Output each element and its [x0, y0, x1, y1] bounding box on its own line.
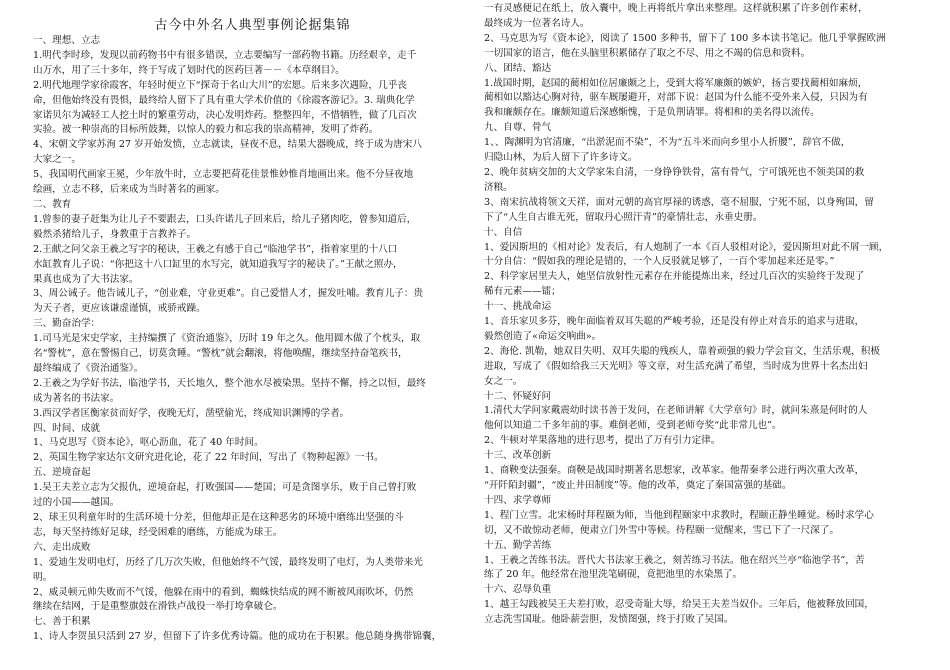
text-line: 2、球王贝利童年时的生活环境十分差，但他却正是在这种恶劣的环境中磨练出坚强的斗 — [33, 512, 404, 523]
text-line: 1.曾参的妻子赶集为让儿子不要跟去，口头许诺儿子回来后，给儿子猪肉吃，曾参知道后， — [33, 213, 417, 225]
text-line: 十三、改革创新 — [484, 450, 552, 462]
text-line: 水缸教育儿子说：“你把这十八口缸里的水写完，就知道我写字的秘诀了。”王献之照办， — [33, 258, 403, 270]
text-line: 实验。被一种崇高的目标所鼓舞，以惊人的毅力和忘我的崇高精神，发明了炸药。 — [33, 124, 379, 136]
text-line: 济粮。 — [484, 181, 513, 193]
text-line: 最终编成了《资治通鉴》。 — [33, 362, 144, 374]
text-line: 立志洗雪国耻。他卧薪尝胆，发愤图强，终于打败了吴国。 — [484, 614, 734, 626]
text-line: 家诺贝尔为减轻工人挖土时的繁重劳动，决心发明炸药。整整四年，不惜牺牲，做了几百次 — [33, 109, 417, 121]
text-line: 十六、忍辱负重 — [484, 584, 552, 596]
text-line: 2、科学家居里夫人，她坚信放射性元素存在并能提炼出来，经过几百次的实验终于发现了 — [484, 271, 865, 283]
text-line: 名“警枕”，意在警惕自己，切莫贪睡。“警枕”就会翻滚，将他唤醒，继续坚持奋笔疾书， — [33, 348, 408, 360]
text-line: 继续在结网，于是重整旗鼓在滑铁卢战役一举打垮拿破仑。 — [33, 601, 283, 613]
text-line: 成为著名的书法家。 — [33, 392, 120, 404]
text-line: 4、宋朝文学家苏洵 27 岁开始发愤，立志就读，昼夜不息，结果大器晚成，终于成为唐宋八 — [33, 139, 422, 151]
text-line: 为天子者，更应该谦虚谨慎，戒骄戒躁。 — [33, 303, 206, 315]
text-line: 进取，写成了《假如给我三天光明》等文章，对生活充满了希望，当时成为世界十名杰出妇 — [484, 360, 868, 372]
text-line: 2、牛顿对苹果落地的进行思考，提出了万有引力定律。 — [484, 435, 721, 447]
right-column — [484, 2, 924, 628]
text-line: 我和廉颇存在。廉颇知道后深感惭愧，于是负荆请罪。将相和的美名得以流传。 — [484, 107, 820, 119]
text-line: 十二、怀疑好问 — [484, 390, 552, 402]
left-column — [33, 34, 473, 645]
text-line: 五、逆境奋起 — [33, 467, 91, 479]
text-line: 1、马克思写《资本论》，呕心沥血，花了 40 年时间。 — [33, 437, 264, 449]
text-line: 3、周公诫子。他告诫儿子，“创业难，守业更难”。自己爱惜人才，握发吐哺。教育儿子：贵 — [33, 288, 424, 300]
text-line: 毅然创造了«命运交响曲»。 — [484, 330, 602, 342]
text-line: 1、程门立雪。北宋杨时拜程颐为师，当他到程颐家中求教时，程颐正静坐睡觉。杨时求学心 — [484, 509, 874, 521]
text-line: 2.王羲之为学好书法，临池学书，天长地久，整个池水尽被染黑。坚持不懈，持之以恒，最终 — [33, 377, 426, 389]
text-line: 1、音乐家贝多芬，晚年面临着双耳失聪的严峻考验，还是没有停止对音乐的追求与进取， — [484, 316, 865, 328]
text-line: 切，又不敢惊动老师，便肃立门外雪中等候。待程颐一觉醒来，雪已下了一尺深了。 — [484, 524, 839, 536]
text-line: 2.王献之问父亲王羲之写字的秘诀，王羲之有感于自己“临池学书”，指着家里的十八口 — [33, 243, 398, 255]
text-line: 1、王羲之苦练书法。晋代大书法家王羲之，刻苦练习书法。他在绍兴兰亭“临池学书”，苦 — [484, 554, 865, 566]
text-line: 蔺相如以豁达心胸对待，驱车厩屡避开，对部下说：赵国为什么能不受外来入侵，只因为有 — [484, 92, 868, 104]
text-line: 1、、陶渊明为官清廉，“出淤泥而不染”，不为“五斗米而向乡里小人折腰”，辞官不做， — [484, 137, 851, 149]
text-line: 1.战国时期，赵国的蔺相如位居廉颇之上，受到大将军廉颇的嫉妒，扬言要找蔺相如麻烦， — [484, 77, 868, 89]
text-line: 2、英国生物学家达尔文研究进化论，花了 22 年时间，写出了《物种起源》一书。 — [33, 452, 384, 464]
text-line: 过的小国——越国。 — [33, 497, 120, 509]
text-line: 2、威灵顿元帅失败而不气馁，他躲在雨中的看到，蜘蛛快结成的网不断被风雨吹坏，仍然 — [33, 586, 414, 598]
text-line: 1、商鞅变法强秦。商鞅是战国时期著名思想家，改革家。他帮秦孝公进行两次重大改革， — [484, 465, 865, 477]
text-line: 十分自信：“假如我的理论是错的，一个人反驳就足够了，一百个零加起来还是零。” — [484, 256, 835, 268]
text-line: 命，但他始终没有畏惧，最终给人留下了具有重大学术价值的《徐霞客游记》。3. 瑞典化学 — [33, 94, 415, 106]
text-line: 三、勤奋治学： — [33, 318, 101, 330]
text-line: 志，每天坚持练好足球，经受困难的磨练，方能成为球王。 — [33, 526, 283, 538]
text-line: 大家之一。 — [33, 154, 81, 166]
text-line: 2.明代地理学家徐霞客，年轻时便立下“探奇于名山大川”的宏愿。后来多次遇险，几乎丧 — [33, 79, 407, 91]
text-line: 3.西汉学者匡衡家贫而好学，夜晚无灯，凿壁偷光，终成知识渊博的学者。 — [33, 407, 350, 419]
text-line: 一切国家的语言，他在头脑里积累储存了取之不尽、用之不竭的信息和资料。 — [484, 47, 811, 59]
text-line: 女之一。 — [484, 375, 523, 387]
text-line: 1、诗人李贺虽只活到 27 岁，但留下了许多优秀诗篇。他的成功在于积累。他总随身携带锦囊， — [33, 631, 442, 643]
text-line: 5、我国明代画家王冕，少年放牛时，立志要把荷花佳景惟妙惟肖地画出来。他不分昼夜地 — [33, 169, 414, 181]
text-line: 九、自尊、骨气 — [484, 122, 552, 134]
text-line: 八、团结、豁达 — [484, 62, 552, 74]
text-line: 1.司马光是宋史学家，主持编撰了《资治通鉴》，历时 19 年之久。他用圆木做了个枕头，取 — [33, 333, 421, 345]
text-line: 练了 20 年。他经常在池里洗笔刷砚，竟把池里的水染黑了。 — [484, 569, 743, 581]
text-line: 2、海伦. 凯勒，她双目失明、双耳失聪的残疾人，靠着顽强的毅力学会盲文，生活乐观，积极 — [484, 345, 880, 357]
text-line: 2、马克思为写《资本论》，阅读了 1500 多种书，留下了 100 多本读书笔记。他几乎掌握欧洲 — [484, 32, 886, 44]
text-line: 毅然杀猪给儿子，身教重于言教养子。 — [33, 228, 197, 240]
text-line: 1.吴王夫差立志为父报仇，逆境奋起，打败强国——楚国；可是贪图享乐，败于自己曾打败 — [33, 482, 417, 494]
text-line: 绘画，立志不移，后来成为当时著名的画家。 — [33, 184, 225, 196]
text-line: 1、越王勾践被吴王夫差打败，忍受奇耻大辱，给吴王夫差当奴仆。三年后，他被释放回国， — [484, 599, 874, 611]
text-line: 果真也成为了大书法家。 — [33, 273, 139, 285]
text-line: 十五、勤学苦练 — [484, 539, 552, 551]
text-line: 四、时间、成就 — [33, 422, 101, 434]
text-line: 1、爱因斯坦的《相对论》发表后，有人炮制了一本《百人驳相对论》，爱因斯坦对此不屑一顾， — [484, 241, 889, 253]
page-title: 古今中外名人典型事例论据集锦 — [154, 18, 351, 33]
text-line: 山万水，用了三十多年，终于写成了划时代的医药巨著－－《本草纲目》。 — [33, 64, 345, 76]
text-line: 2、晚年贫病交加的大文学家朱自清，一身铮铮铁骨，富有骨气，宁可饿死也不领美国的救 — [484, 166, 865, 178]
text-line: 稀有元素——镭； — [484, 286, 561, 298]
text-line: 十一、挑战命运 — [484, 301, 552, 313]
text-line: “开阡陌封疆”，“废止井田制度”等。他的改革，奠定了秦国富强的基础。 — [484, 480, 792, 491]
text-line: 归隐山林，为后人留下了许多诗文。 — [484, 152, 638, 164]
text-line: 下了“人生自古谁无死，留取丹心照汗青”的豪情壮志，永垂史册。 — [484, 211, 763, 223]
text-line: 六、走出成败 — [33, 541, 91, 553]
text-line: 一有灵感便记在纸上，放入囊中，晚上再将纸片拿出来整理。这样就积累了许多创作素材， — [484, 3, 868, 14]
text-line: 明。 — [33, 571, 53, 583]
text-line: 他何以知道二千多年前的事。难倒老师，受到老师夸奖“此非常儿也”。 — [484, 420, 782, 432]
text-line: 十四、求学尊师 — [484, 494, 552, 506]
text-line: 最终成为一位著名诗人。 — [484, 17, 590, 29]
text-line: 1.明代李时珍，发现以前药物书中有很多错误，立志要编写一部药物书籍。历经艰辛，走千 — [33, 49, 417, 61]
text-line: 十、自信 — [484, 226, 523, 238]
text-line: 1.清代大学问家戴震幼时读书善于发问，在老师讲解《大学章句》时，就问朱熹是何时的人 — [484, 405, 868, 417]
text-line: 3、南宋抗战将领文天祥，面对元朝的高官厚禄的诱惑，毫不屈服，宁死不屈，以身殉国，留 — [484, 196, 874, 208]
text-line: 二、教育 — [33, 198, 72, 210]
text-line: 七、善于积累 — [33, 616, 91, 628]
text-line: 1、爱迪生发明电灯，历经了几万次失败，但他始终不气馁，最终发明了电灯，为人类带来光 — [33, 556, 423, 568]
text-line: 一、理想、立志 — [33, 35, 101, 46]
